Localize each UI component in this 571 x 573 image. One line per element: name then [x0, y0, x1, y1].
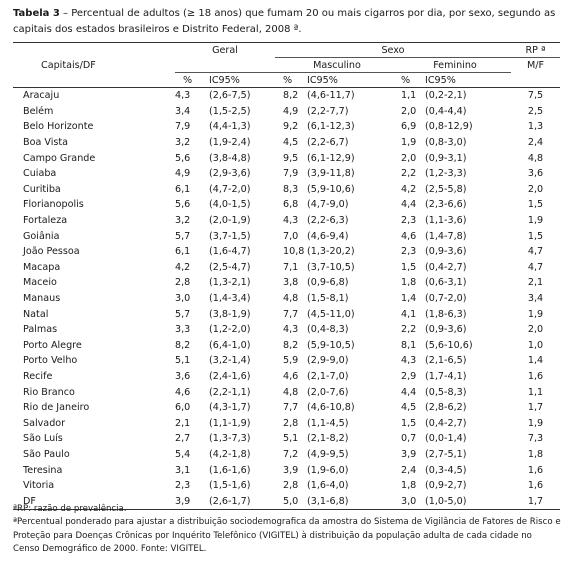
cell-fem-pct: 4,1: [401, 308, 417, 320]
table-row: [13, 431, 560, 447]
cell-fem-pct: 0,7: [401, 433, 417, 445]
cell-geral-ic: (1,2-2,0): [209, 324, 251, 336]
table-row: [13, 415, 560, 431]
cell-geral-ic: (2,6-7,5): [209, 90, 251, 102]
cell-geral-ic: (2,6-1,7): [209, 495, 251, 507]
cell-fem-ic: (2,8-6,2): [425, 402, 467, 414]
cell-geral-pct: 2,8: [175, 277, 191, 289]
cell-masc-ic: (2,9-9,0): [307, 355, 349, 367]
header-rp-mf: M/F: [526, 59, 545, 71]
cell-masc-pct: 4,8: [283, 293, 299, 305]
cell-geral-pct: 3,2: [175, 215, 191, 227]
cell-capital: São Luís: [23, 433, 63, 445]
cell-rp: 1,6: [527, 370, 544, 382]
table-body: [13, 88, 560, 510]
cell-fem-ic: (0,6-3,1): [425, 277, 467, 289]
table-row: [13, 213, 560, 229]
table-row: [13, 275, 560, 291]
table-row: [13, 322, 560, 338]
cell-masc-pct: 4,3: [283, 324, 299, 336]
cell-fem-pct: 1,9: [401, 137, 417, 149]
cell-masc-ic: (5,9-10,5): [307, 339, 355, 351]
cell-capital: Porto Alegre: [23, 339, 82, 351]
cell-fem-ic: (0,5-8,3): [425, 386, 467, 398]
cell-rp: 7,5: [527, 90, 544, 102]
cell-geral-ic: (1,5-2,5): [209, 105, 251, 117]
cell-fem-pct: 1,5: [401, 417, 417, 429]
cell-geral-ic: (2,0-1,9): [209, 215, 251, 227]
cell-geral-ic: (4,7-2,0): [209, 183, 251, 195]
cell-rp: 2,4: [527, 137, 544, 149]
footnotes: [13, 503, 561, 557]
cell-rp: 4,8: [527, 152, 544, 164]
cell-masc-ic: (3,7-10,5): [307, 261, 355, 273]
cell-fem-pct: 4,5: [401, 402, 417, 414]
cell-rp: 3,4: [527, 293, 544, 305]
cell-capital: Florianopolis: [23, 199, 84, 211]
cell-masc-pct: 7,7: [283, 308, 299, 320]
cell-geral-pct: 6,0: [175, 402, 191, 414]
table-row: [13, 88, 560, 104]
cell-geral-ic: (1,4-3,4): [209, 293, 251, 305]
cell-masc-pct: 9,5: [283, 152, 299, 164]
cell-fem-pct: 4,4: [401, 386, 417, 398]
cell-fem-pct: 8,1: [401, 339, 417, 351]
cell-rp: 1,6: [527, 480, 544, 492]
cell-geral-ic: (2,9-3,6): [209, 168, 251, 180]
cell-rp: 1,9: [527, 417, 544, 429]
cell-geral-pct: 4,3: [175, 90, 191, 102]
cell-rp: 4,7: [527, 246, 544, 258]
cell-rp: 1,0: [527, 339, 544, 351]
cell-masc-ic: (4,6-11,7): [307, 90, 355, 102]
cell-masc-pct: 8,2: [283, 90, 299, 102]
data-table: [13, 42, 560, 510]
cell-rp: 1,4: [527, 355, 544, 367]
table-title: – Percentual de adultos (≥ 18 anos) que fumam 20 ou mais cigarros por dia, por sexo, segundo as capitais dos estados brasileiros e Distrito Federal, 2008 ª.: [13, 8, 556, 35]
cell-geral-ic: (4,3-1,7): [209, 402, 251, 414]
cell-geral-pct: 4,2: [175, 261, 191, 273]
cell-rp: 3,6: [527, 168, 544, 180]
cell-capital: Manaus: [23, 293, 61, 305]
cell-fem-ic: (1,4-7,8): [425, 230, 467, 242]
header-ic-geral: IC95%: [209, 74, 240, 86]
cell-fem-pct: 1,4: [401, 293, 417, 305]
table-row: [13, 353, 560, 369]
cell-fem-ic: (2,1-6,5): [425, 355, 467, 367]
cell-geral-ic: (1,6-4,7): [209, 246, 251, 258]
cell-geral-pct: 4,9: [175, 168, 191, 180]
cell-fem-ic: (0,3-4,5): [425, 464, 467, 476]
header-geral: Geral: [212, 44, 238, 56]
cell-capital: Belo Horizonte: [23, 121, 94, 133]
table-row: [13, 228, 560, 244]
cell-geral-pct: 3,1: [175, 464, 191, 476]
cell-fem-pct: 2,0: [401, 105, 417, 117]
cell-geral-pct: 5,6: [175, 152, 191, 164]
cell-fem-pct: 4,3: [401, 355, 417, 367]
table-row: [13, 369, 560, 385]
cell-geral-ic: (3,8-4,8): [209, 152, 251, 164]
table-row: [13, 478, 560, 494]
cell-rp: 2,0: [527, 324, 544, 336]
cell-fem-ic: (0,7-2,0): [425, 293, 467, 305]
cell-fem-ic: (1,2-3,3): [425, 168, 467, 180]
cell-geral-pct: 5,6: [175, 199, 191, 211]
cell-capital: Cuiaba: [23, 168, 57, 180]
cell-masc-pct: 4,5: [283, 137, 299, 149]
cell-capital: Rio Branco: [23, 386, 75, 398]
cell-masc-ic: (1,6-4,0): [307, 480, 349, 492]
cell-capital: Vitoria: [23, 480, 55, 492]
cell-masc-ic: (6,1-12,3): [307, 121, 355, 133]
cell-fem-pct: 6,9: [401, 121, 417, 133]
cell-geral-ic: (4,2-1,8): [209, 448, 251, 460]
table-label: Tabela 3: [13, 8, 60, 19]
cell-masc-pct: 2,8: [283, 417, 299, 429]
cell-masc-ic: (2,0-7,6): [307, 386, 349, 398]
cell-fem-ic: (2,5-5,8): [425, 183, 467, 195]
cell-masc-ic: (4,9-9,5): [307, 448, 349, 460]
cell-masc-pct: 5,9: [283, 355, 299, 367]
cell-masc-ic: (0,4-8,3): [307, 324, 349, 336]
cell-fem-pct: 3,9: [401, 448, 417, 460]
table-row: [13, 306, 560, 322]
cell-masc-ic: (1,5-8,1): [307, 293, 349, 305]
cell-geral-ic: (3,8-1,9): [209, 308, 251, 320]
cell-capital: Campo Grande: [23, 152, 96, 164]
cell-geral-pct: 3,6: [175, 370, 191, 382]
cell-fem-ic: (0,8-3,0): [425, 137, 467, 149]
cell-geral-pct: 3,0: [175, 293, 191, 305]
cell-rp: 2,0: [527, 183, 544, 195]
header-pct-fem: %: [401, 74, 411, 86]
cell-geral-pct: 4,6: [175, 386, 191, 398]
cell-rp: 1,6: [527, 464, 544, 476]
cell-capital: Aracaju: [23, 90, 60, 102]
cell-capital: Fortaleza: [23, 215, 68, 227]
cell-fem-pct: 1,8: [401, 480, 417, 492]
cell-fem-ic: (1,7-4,1): [425, 370, 467, 382]
cell-fem-pct: 2,2: [401, 324, 417, 336]
cell-fem-pct: 4,2: [401, 183, 417, 195]
cell-fem-ic: (5,6-10,6): [425, 339, 473, 351]
cell-geral-ic: (3,2-1,4): [209, 355, 251, 367]
table-row: [13, 400, 560, 416]
cell-capital: Macapa: [23, 261, 61, 273]
header-masculino: Masculino: [275, 58, 399, 73]
cell-rp: 1,9: [527, 308, 544, 320]
table-row: [13, 150, 560, 166]
cell-masc-pct: 8,2: [283, 339, 299, 351]
cell-masc-ic: (4,6-10,8): [307, 402, 355, 414]
cell-capital: São Paulo: [23, 448, 70, 460]
cell-masc-ic: (3,9-11,8): [307, 168, 355, 180]
cell-masc-ic: (1,3-20,2): [307, 246, 355, 258]
cell-fem-ic: (2,3-6,6): [425, 199, 467, 211]
cell-geral-ic: (4,4-1,3): [209, 121, 251, 133]
cell-geral-pct: 7,9: [175, 121, 191, 133]
cell-fem-pct: 4,6: [401, 230, 417, 242]
cell-fem-ic: (0,4-2,7): [425, 417, 467, 429]
cell-geral-ic: (1,3-2,1): [209, 277, 251, 289]
cell-geral-pct: 3,3: [175, 324, 191, 336]
cell-geral-ic: (1,1-1,9): [209, 417, 251, 429]
cell-fem-pct: 1,1: [401, 90, 417, 102]
cell-masc-ic: (1,1-4,5): [307, 417, 349, 429]
cell-fem-ic: (0,0-1,4): [425, 433, 467, 445]
cell-masc-pct: 5,0: [283, 495, 299, 507]
cell-masc-ic: (5,9-10,6): [307, 183, 355, 195]
header-pct-geral: %: [183, 74, 193, 86]
cell-geral-pct: 5,1: [175, 355, 191, 367]
header-feminino: Feminino: [399, 58, 511, 73]
cell-fem-pct: 2,0: [401, 152, 417, 164]
cell-capital: DF: [23, 495, 36, 507]
cell-fem-pct: 3,0: [401, 495, 417, 507]
cell-rp: 1,5: [527, 199, 544, 211]
cell-masc-pct: 7,7: [283, 402, 299, 414]
cell-masc-pct: 9,2: [283, 121, 299, 133]
cell-rp: 1,7: [527, 402, 544, 414]
cell-masc-pct: 3,9: [283, 464, 299, 476]
header-pct-masc: %: [283, 74, 293, 86]
cell-capital: Boa Vista: [23, 137, 69, 149]
cell-masc-ic: (1,9-6,0): [307, 464, 349, 476]
cell-fem-ic: (0,9-2,7): [425, 480, 467, 492]
cell-fem-ic: (0,8-12,9): [425, 121, 473, 133]
cell-masc-pct: 7,9: [283, 168, 299, 180]
cell-fem-pct: 2,4: [401, 464, 417, 476]
cell-geral-ic: (1,5-1,6): [209, 480, 251, 492]
cell-rp: 1,1: [527, 386, 544, 398]
cell-fem-ic: (0,9-3,6): [425, 246, 467, 258]
cell-fem-ic: (0,4-4,4): [425, 105, 467, 117]
cell-masc-pct: 7,1: [283, 261, 299, 273]
cell-geral-ic: (4,0-1,5): [209, 199, 251, 211]
cell-geral-ic: (1,9-2,4): [209, 137, 251, 149]
cell-masc-pct: 4,9: [283, 105, 299, 117]
cell-rp: 1,5: [527, 230, 544, 242]
cell-geral-ic: (1,6-1,6): [209, 464, 251, 476]
table-caption: [13, 6, 561, 38]
cell-geral-pct: 3,9: [175, 495, 191, 507]
cell-masc-ic: (2,2-6,3): [307, 215, 349, 227]
cell-masc-pct: 6,8: [283, 199, 299, 211]
cell-capital: Maceio: [23, 277, 57, 289]
cell-masc-ic: (3,1-6,8): [307, 495, 349, 507]
cell-geral-pct: 3,4: [175, 105, 191, 117]
cell-capital: Goiânia: [23, 230, 60, 242]
cell-geral-ic: (6,4-1,0): [209, 339, 251, 351]
cell-rp: 1,3: [527, 121, 544, 133]
cell-geral-ic: (2,2-1,1): [209, 386, 251, 398]
cell-capital: Natal: [23, 308, 49, 320]
footnote-weighting: ªPercentual ponderado para ajustar a distribuição sociodemografica da amostra do Sistema de Vigilância de Fatores de Risco e Proteção para Doenças Crônicas por Inquérito Telefônico (VIGITEL) à distribuição da população adulta de cada cidade no Censo Demográfico de 2000. Fonte: VIGITEL.: [13, 517, 561, 555]
cell-masc-pct: 7,0: [283, 230, 299, 242]
cell-geral-ic: (1,3-7,3): [209, 433, 251, 445]
cell-masc-pct: 5,1: [283, 433, 299, 445]
cell-geral-pct: 6,1: [175, 183, 191, 195]
cell-fem-ic: (1,8-6,3): [425, 308, 467, 320]
cell-masc-pct: 4,3: [283, 215, 299, 227]
cell-masc-pct: 10,8: [283, 246, 305, 258]
cell-masc-pct: 2,8: [283, 480, 299, 492]
table-row: [13, 462, 560, 478]
cell-masc-ic: (0,9-6,8): [307, 277, 349, 289]
cell-masc-pct: 4,6: [283, 370, 299, 382]
cell-geral-pct: 2,7: [175, 433, 191, 445]
cell-geral-pct: 6,1: [175, 246, 191, 258]
cell-geral-pct: 3,2: [175, 137, 191, 149]
header-rp: RP ª: [511, 43, 560, 58]
cell-capital: Salvador: [23, 417, 66, 429]
table-row: [13, 291, 560, 307]
cell-geral-ic: (2,5-4,7): [209, 261, 251, 273]
cell-fem-pct: 1,5: [401, 261, 417, 273]
cell-fem-pct: 4,4: [401, 199, 417, 211]
table-row: [13, 260, 560, 276]
cell-masc-pct: 7,2: [283, 448, 299, 460]
cell-masc-ic: (4,5-11,0): [307, 308, 355, 320]
cell-capital: Curitiba: [23, 183, 61, 195]
cell-fem-ic: (0,2-2,1): [425, 90, 467, 102]
cell-rp: 1,9: [527, 215, 544, 227]
table-row: [13, 104, 560, 120]
cell-fem-ic: (2,7-5,1): [425, 448, 467, 460]
cell-fem-pct: 2,3: [401, 246, 417, 258]
cell-rp: 1,7: [527, 495, 544, 507]
table-row: [13, 119, 560, 135]
cell-geral-pct: 2,3: [175, 480, 191, 492]
cell-fem-ic: (0,9-3,6): [425, 324, 467, 336]
cell-capital: Palmas: [23, 324, 58, 336]
cell-rp: 4,7: [527, 261, 544, 273]
table-row: [13, 182, 560, 198]
cell-geral-pct: 5,7: [175, 230, 191, 242]
cell-masc-ic: (2,1-8,2): [307, 433, 349, 445]
cell-rp: 2,1: [527, 277, 544, 289]
cell-masc-pct: 3,8: [283, 277, 299, 289]
cell-masc-ic: (4,6-9,4): [307, 230, 349, 242]
cell-rp: 1,8: [527, 448, 544, 460]
cell-capital: João Pessoa: [23, 246, 80, 258]
cell-geral-ic: (2,4-1,6): [209, 370, 251, 382]
table-row: [13, 166, 560, 182]
cell-fem-pct: 2,3: [401, 215, 417, 227]
table-row: [13, 197, 560, 213]
cell-capital: Teresina: [23, 464, 63, 476]
cell-masc-ic: (6,1-12,9): [307, 152, 355, 164]
cell-geral-ic: (3,7-1,5): [209, 230, 251, 242]
cell-capital: Porto Velho: [23, 355, 78, 367]
footnote-rp: ªRP: razão de prevalência.: [13, 504, 127, 514]
cell-geral-pct: 5,7: [175, 308, 191, 320]
cell-masc-ic: (4,7-9,0): [307, 199, 349, 211]
cell-capital: Rio de Janeiro: [23, 402, 90, 414]
header-capitais: Capitais/DF: [41, 59, 96, 71]
cell-fem-ic: (1,1-3,6): [425, 215, 467, 227]
cell-rp: 2,5: [527, 105, 544, 117]
table-row: [13, 384, 560, 400]
cell-masc-pct: 4,8: [283, 386, 299, 398]
header-ic-masc: IC95%: [307, 74, 338, 86]
cell-fem-pct: 2,9: [401, 370, 417, 382]
cell-fem-pct: 1,8: [401, 277, 417, 289]
cell-masc-pct: 8,3: [283, 183, 299, 195]
table-row: [13, 447, 560, 463]
cell-geral-pct: 5,4: [175, 448, 191, 460]
table-row: [13, 338, 560, 354]
cell-geral-pct: 8,2: [175, 339, 191, 351]
header-ic-fem: IC95%: [425, 74, 456, 86]
cell-masc-ic: (2,1-7,0): [307, 370, 349, 382]
cell-capital: Belém: [23, 105, 54, 117]
cell-capital: Recife: [23, 370, 53, 382]
cell-masc-ic: (2,2-7,7): [307, 105, 349, 117]
table-row: [13, 135, 560, 151]
cell-fem-pct: 2,2: [401, 168, 417, 180]
cell-masc-ic: (2,2-6,7): [307, 137, 349, 149]
cell-fem-ic: (0,4-2,7): [425, 261, 467, 273]
cell-rp: 7,3: [527, 433, 544, 445]
table-row: [13, 244, 560, 260]
cell-fem-ic: (0,9-3,1): [425, 152, 467, 164]
cell-geral-pct: 2,1: [175, 417, 191, 429]
cell-fem-ic: (1,0-5,0): [425, 495, 467, 507]
header-sexo: Sexo: [275, 43, 511, 58]
